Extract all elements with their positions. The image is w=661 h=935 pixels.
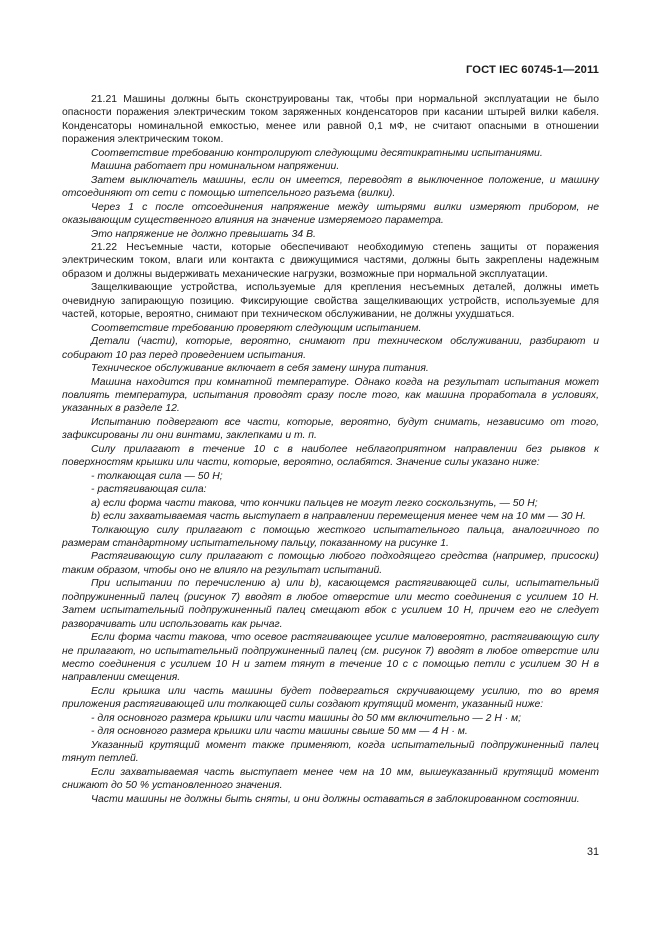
paragraph: 21.21 Машины должны быть сконструированы так, чтобы при нормальной эксплуатации не было опасности поражения электрическим током заряженных конденсаторов при касании штырей вилки кабеля. Конденсаторы номинальной емкостью, менее или равной 0,1 мФ, не считают опасными в отношении поражения электрическим током. (62, 94, 599, 146)
paragraph: При испытании по перечислению а) или b), касающемся растягивающей силы, испытательный подпружиненный палец (рисунок 7) вводят в любое отверстие или место соединения с усилием 10 Н. Затем испытательный подпружиненный палец смещают вбок с усилием 10 Н, причем его не следует разворачивать или использовать как рычаг. (62, 578, 599, 630)
list-item: - для основного размера крышки или части машины свыше 50 мм — 4 Н · м. (91, 726, 468, 738)
paragraph: Машина работает при номинальном напряжении. (91, 161, 340, 173)
paragraph: Части машины не должны быть сняты, и они должны оставаться в заблокированном состоянии. (91, 793, 580, 805)
paragraph: Указанный крутящий момент также применяют, когда испытательный подпружиненный палец тянут петлей. (62, 739, 599, 765)
list-item: - для основного размера крышки или части машины до 50 мм включительно — 2 Н · м; (91, 712, 522, 724)
list-item: - толкающая сила — 50 Н; (91, 470, 223, 482)
paragraph: Растягивающую силу прилагают с помощью любого подходящего средства (например, присоски) таким образом, чтобы оно не влияло на результат испытаний. (62, 551, 599, 576)
paragraph: Это напряжение не должно превышать 34 В. (91, 228, 316, 240)
paragraph: Затем выключатель машины, если он имеется, переводят в выключенное положение, и машину отсоединяют от сети с помощью штепсельного разъема (вилки). (62, 174, 599, 200)
paragraph: Техническое обслуживание включает в себя замену шнура питания. (91, 363, 429, 375)
list-item: - растягивающая сила: (91, 484, 207, 496)
paragraph: Если форма части такова, что осевое растягивающее усилие маловероятно, растягивающую силу не прилагают, но испытательный подпружиненный палец (см. рисунок 7) вводят в любое отверстие или место соединения с усилием 10 Н и затем тянут в течение 10 с с помощью петли с усилием 30 Н в направлении смещения. (62, 632, 599, 684)
paragraph: Через 1 с после отсоединения напряжение между штырями вилки измеряют прибором, не оказывающим существенного влияния на значение измеряемого параметра. (62, 201, 599, 227)
list-item: b) если захватываемая часть выступает в направлении перемещения менее чем на 10 мм — 30 Н. (91, 511, 586, 523)
paragraph: Толкающую силу прилагают с помощью жесткого испытательного пальца, аналогичного по размерам стандартному испытательному пальцу, показанному на рисунке 1. (62, 524, 599, 549)
paragraph: Соответствие требованию контролируют следующими десятикратными испытаниями. (91, 147, 543, 159)
paragraph: Если захватываемая часть выступает менее чем на 10 мм, вышеуказанный крутящий момент снижают до 50 % установленного значения. (62, 766, 599, 792)
paragraph: Детали (части), которые, вероятно, снимают при техническом обслуживании, разбирают и собирают 10 раз перед проведением испытания. (62, 336, 599, 361)
paragraph: Защелкивающие устройства, используемые для крепления несъемных деталей, должны иметь очевидную запирающую позицию. Фиксирующие свойства защелкивающих устройств, используемые для частей, которые, вероятно, снимают при техническом обслуживании, не должны ухудшаться. (62, 282, 599, 321)
standard-title: ГОСТ IEC 60745-1—2011 (465, 64, 599, 76)
paragraph: Если крышка или часть машины будет подвергаться скручивающему усилию, то во время приложения растягивающей или толкающей силы создают крутящий момент, указанный ниже: (62, 685, 599, 711)
body-text (62, 93, 599, 806)
paragraph: 21.22 Несъемные части, которые обеспечивают необходимую степень защиты от поражения электрическим током, влаги или контакта с движущимися частями, должны быть закреплены надежным образом и должны выдерживать механические нагрузки, возможные при нормальной эксплуатации. (62, 241, 599, 280)
paragraph: Машина находится при комнатной температуре. Однако когда на результат испытания может повлиять температура, испытания проводят сразу после того, как машина проработала в условиях, указанных в разделе 12. (62, 376, 599, 415)
paragraph: Соответствие требованию проверяют следующим испытанием. (91, 322, 422, 334)
paragraph: Испытанию подвергают все части, которые, вероятно, будут снимать, независимо от того, зафиксированы ли они винтами, заклепками и т. п. (62, 416, 599, 442)
list-item: а) если форма части такова, что кончики пальцев не могут легко соскользнуть, — 50 Н; (91, 497, 538, 509)
page-number: 31 (586, 846, 599, 858)
paragraph: Силу прилагают в течение 10 с в наиболее неблагоприятном направлении без рывков к поверхностям крышки или части, которые, вероятно, ослабятся. Значение силы указано ниже: (62, 443, 599, 469)
